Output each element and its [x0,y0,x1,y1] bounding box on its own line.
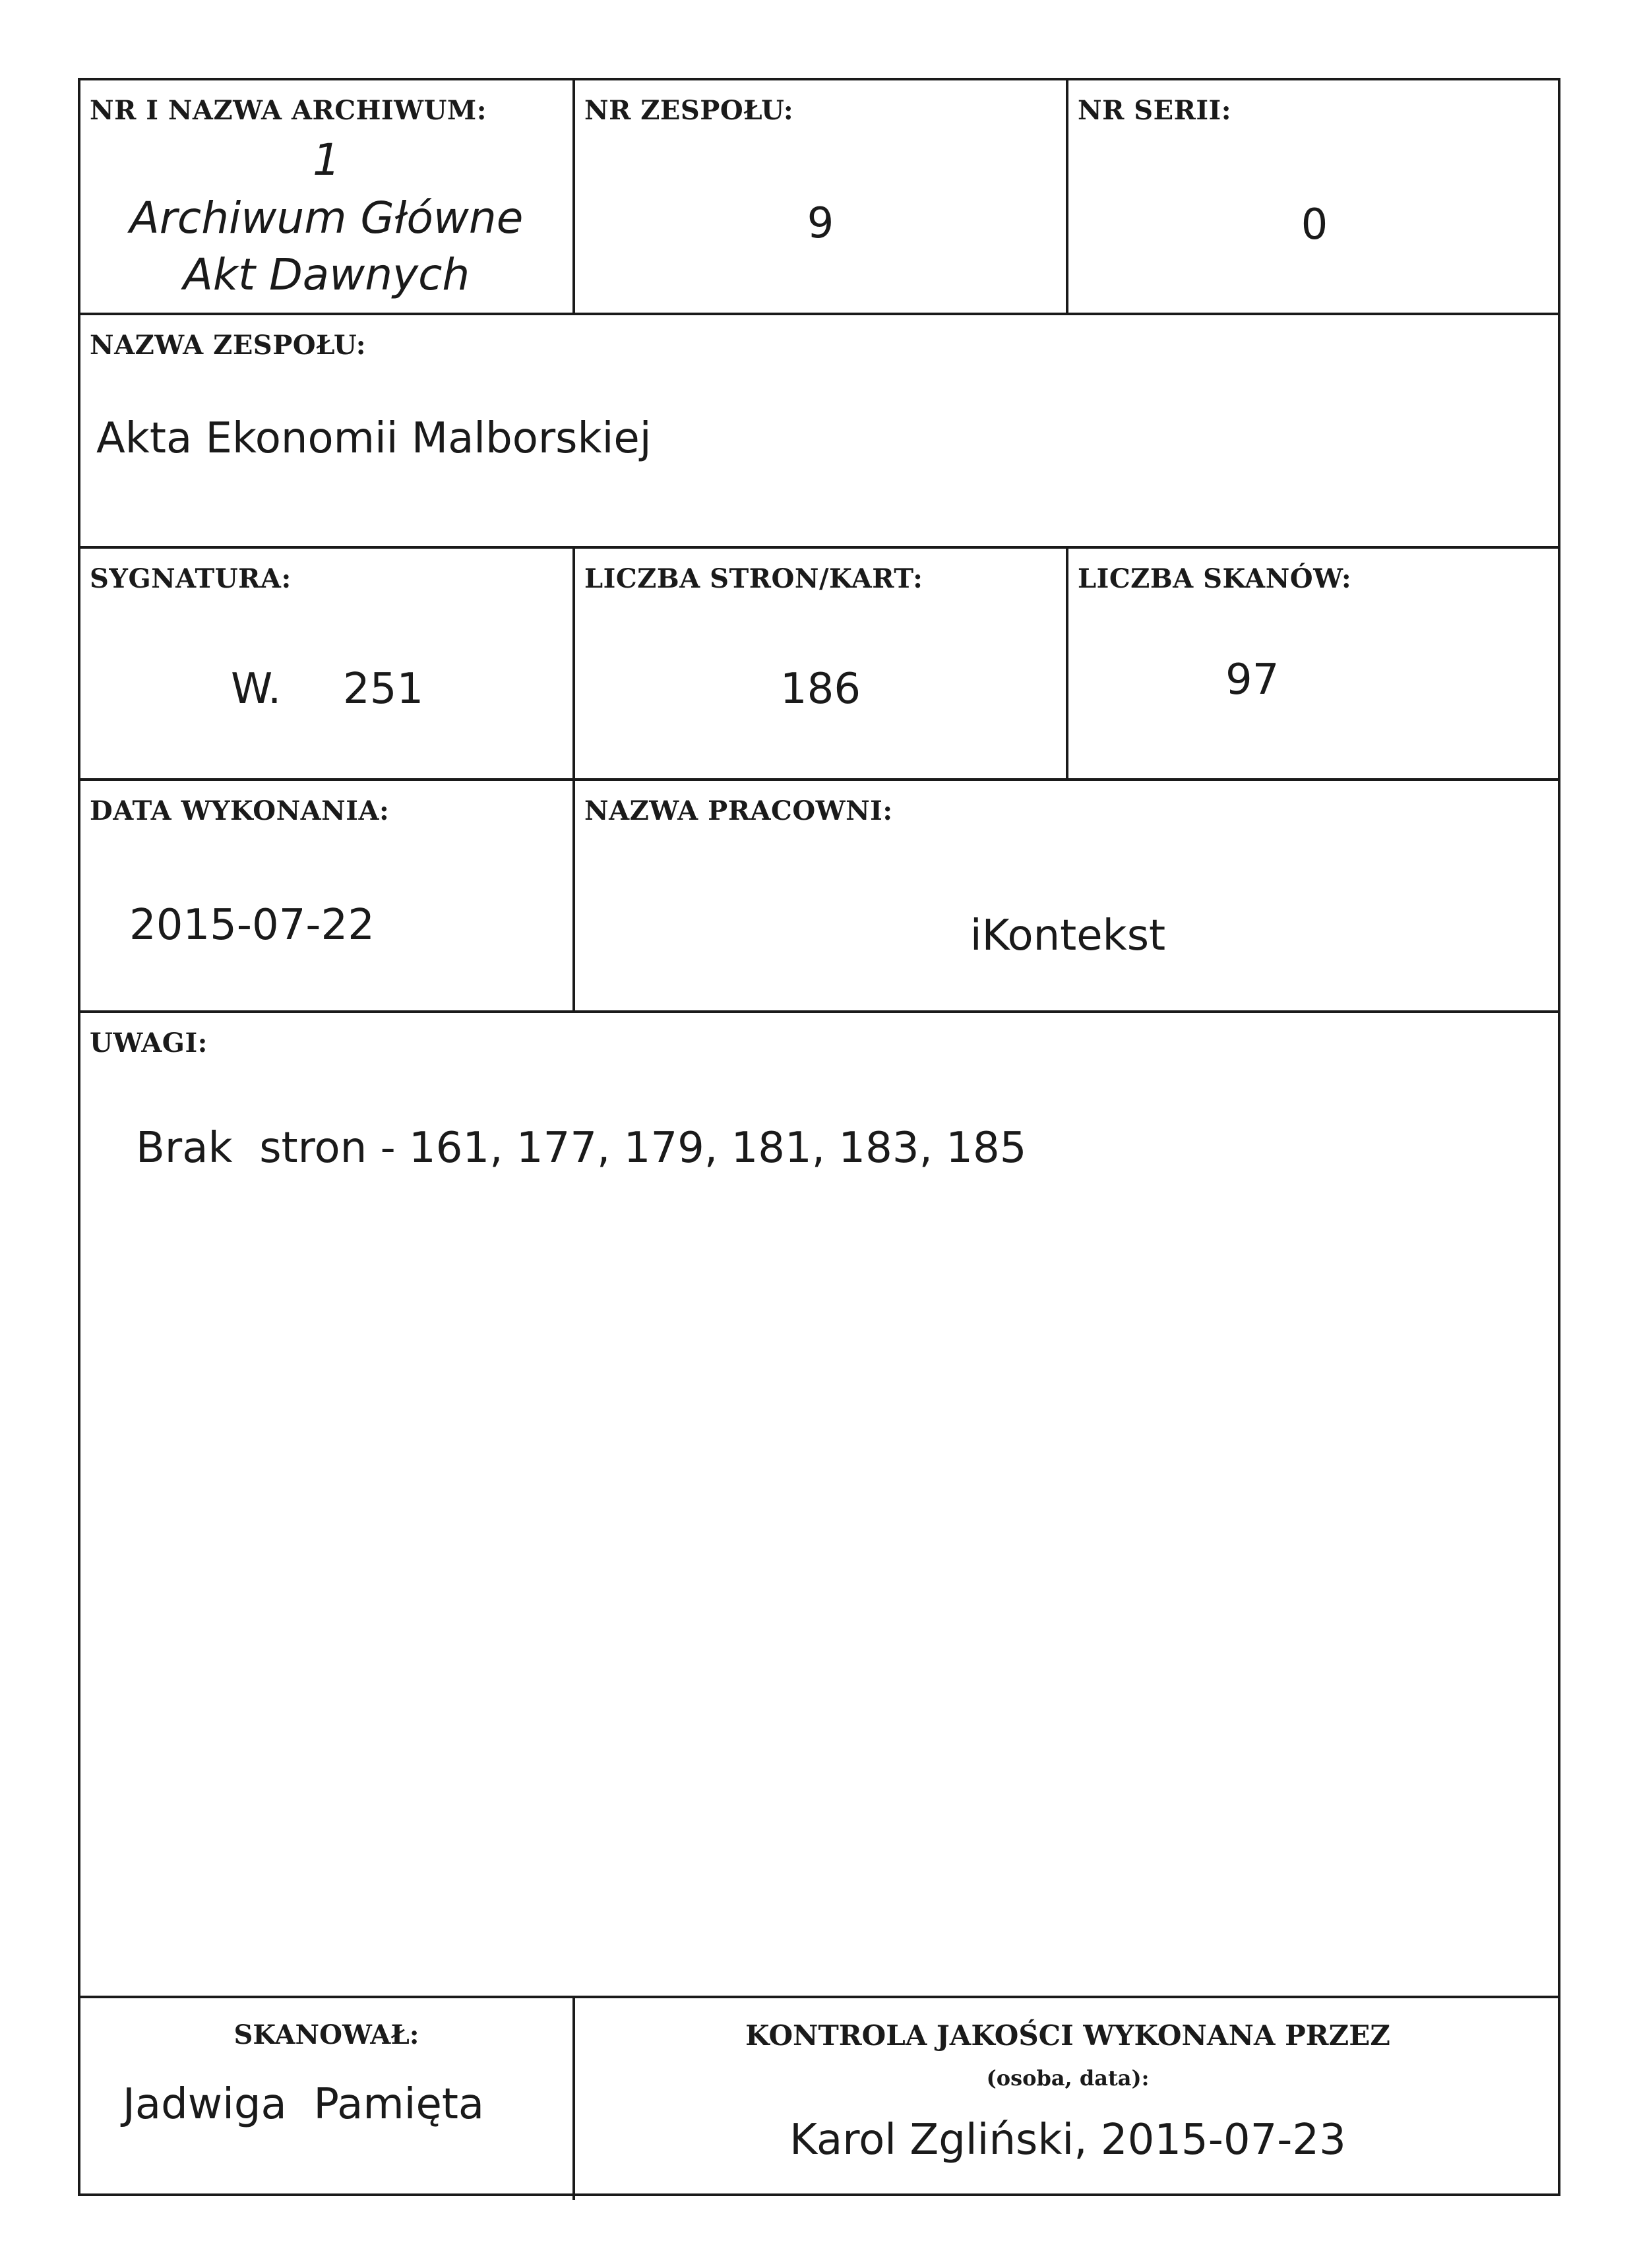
series-number-value: 0 [1301,200,1328,249]
studio-name-label: NAZWA PRACOWNI: [584,795,893,826]
quality-control-label: KONTROLA JAKOŚCI WYKONANA PRZEZ [745,2019,1390,2052]
notes-cell [80,1013,1560,1996]
series-number-cell [1068,80,1560,313]
signature-label: SYGNATURA: [90,563,292,594]
quality-control-sublabel: (osoba, data): [986,2066,1150,2091]
signature-prefix: W. [231,665,282,714]
quality-control-cell [575,1998,1560,2196]
fond-number-cell [575,80,1066,313]
studio-name-value: iKontekst [970,911,1166,960]
fond-name-value: Akta Ekonomii Malborskiej [96,414,652,463]
signature-value: 251 [343,665,424,714]
quality-control-value: Karol Zgliński, 2015-07-23 [789,2116,1346,2164]
notes-label: UWAGI: [90,1027,208,1058]
series-number-label: NR SERII: [1078,95,1232,126]
fond-number-label: NR ZESPOŁU: [584,95,794,126]
archive-name-line1: Archiwum Główne [129,193,524,243]
date-made-value: 2015-07-22 [129,901,375,950]
fond-number-value: 9 [807,199,834,248]
page-count-label: LICZBA STRON/KART: [584,563,923,594]
fond-name-label: NAZWA ZESPOŁU: [90,330,367,361]
scan-count-cell [1068,549,1560,778]
metadata-form [78,78,1560,2196]
fond-name-cell [80,315,1560,546]
scan-count-label: LICZBA SKANÓW: [1078,563,1352,594]
archive-number: 1 [313,135,340,185]
date-made-label: DATA WYKONANIA: [90,795,390,826]
page-count-value: 186 [780,665,861,714]
studio-name-cell [575,781,1560,1010]
scanned-by-cell [80,1998,572,2196]
signature-cell [80,549,572,778]
date-made-cell [80,781,572,1010]
scanned-by-label: SKANOWAŁ: [233,2019,419,2050]
page-count-cell [575,549,1066,778]
archive-name-line2: Akt Dawnych [183,249,470,300]
scanned-by-value: Jadwiga Pamięta [123,2080,485,2129]
archive-cell [80,80,572,313]
notes-value: Brak stron - 161, 177, 179, 181, 183, 185 [136,1124,1027,1173]
archive-label: NR I NAZWA ARCHIWUM: [90,95,487,126]
scan-count-value: 97 [1225,656,1280,704]
